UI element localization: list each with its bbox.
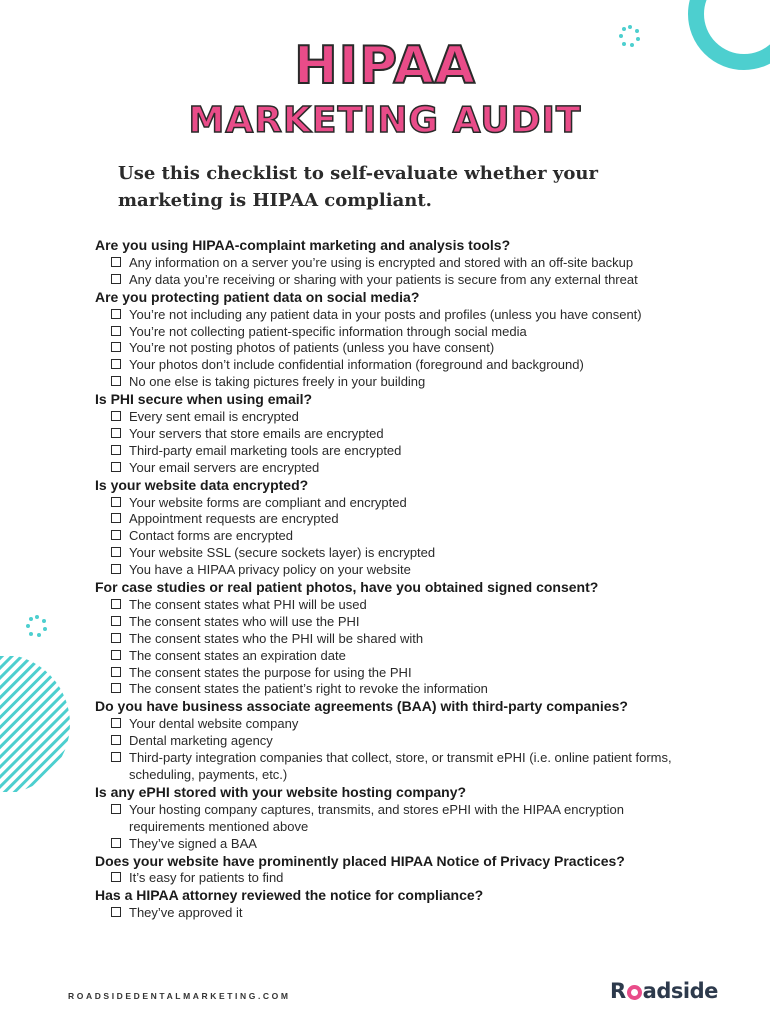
checklist-item [95,614,735,631]
checklist-item-label: They’ve approved it [129,905,243,921]
checkbox[interactable] [111,513,121,523]
checklist-item [95,357,735,374]
logo-o-icon [627,985,642,1000]
section-email [95,391,735,477]
checkbox[interactable] [111,547,121,557]
checkbox[interactable] [111,683,121,693]
checkbox[interactable] [111,445,121,455]
checklist-item-label: Your servers that store emails are encrypted [129,425,384,441]
section-question: Do you have business associate agreements (BAA) with third-party companies? [95,698,628,715]
section-question: Are you protecting patient data on social media? [95,288,420,305]
intro-text: Use this checklist to self-evaluate whether your marketing is HIPAA compliant. [118,163,598,211]
checkbox[interactable] [111,376,121,386]
checklist-item-label: Your hosting company captures, transmits, and stores ePHI with the HIPAA encryption requirements mentioned above [129,801,624,834]
checklist-item [95,255,735,272]
checklist-item [95,426,735,443]
checklist-item-label: Contact forms are encrypted [129,528,294,544]
section-question: Does your website have prominently placed HIPAA Notice of Privacy Practices? [95,852,625,869]
checklist-item-label: Every sent email is encrypted [129,409,299,425]
page-subtitle: MARKETING AUDIT [188,100,582,141]
checkbox[interactable] [111,462,121,472]
checklist-item [95,545,735,562]
checkbox[interactable] [111,411,121,421]
roadside-logo [610,979,718,1003]
checklist-item-label: Any data you’re receiving or sharing with your patients is secure from any external threat [129,271,638,287]
checklist-item [95,324,735,341]
checkbox[interactable] [111,530,121,540]
page-title: HIPAA [294,36,476,96]
checklist-item [95,443,735,460]
checklist-item [95,460,735,477]
checkbox[interactable] [111,838,121,848]
checklist-item-label: You’re not including any patient data in your posts and profiles (unless you have consent) [129,306,642,322]
checklist-item [95,716,735,733]
checkbox[interactable] [111,257,121,267]
checkbox[interactable] [111,564,121,574]
checklist-item [95,631,735,648]
section-website-data [95,477,735,579]
checkbox[interactable] [111,752,121,762]
dot-ring-icon [25,614,49,638]
checklist-item [95,870,735,887]
checklist-item-label: The consent states who the PHI will be shared with [129,630,424,646]
checklist-item [95,597,735,614]
checklist-item [95,562,735,579]
checkbox[interactable] [111,633,121,643]
section-baa [95,698,735,784]
checkbox[interactable] [111,309,121,319]
checklist-item [95,750,689,784]
checkbox[interactable] [111,804,121,814]
checkbox[interactable] [111,359,121,369]
checkbox[interactable] [111,274,121,284]
checklist-item-label: Your photos don’t include confidential information (foreground and background) [129,357,584,373]
checkbox[interactable] [111,428,121,438]
checklist-item-label: The consent states the purpose for using the PHI [129,664,412,680]
checklist-item [95,528,735,545]
audit-checklist [95,237,735,922]
checklist-item-label: Your email servers are encrypted [129,459,320,475]
section-attorney [95,887,735,922]
checklist-item-label: No one else is taking pictures freely in your building [129,374,426,390]
checklist-item [95,802,699,836]
logo-letter-r: R [610,979,626,1003]
section-question: Is PHI secure when using email? [95,391,313,408]
section-privacy-notice [95,853,735,888]
checklist-item [95,733,735,750]
checklist-item-label: The consent states an expiration date [129,647,346,663]
section-tools [95,237,735,289]
section-question: For case studies or real patient photos, have you obtained signed consent? [95,579,599,596]
checklist-item-label: Third-party integration companies that collect, store, or transmit ePHI (i.e. online patient forms, scheduling, payments, etc.) [129,750,672,782]
checklist-item-label: Appointment requests are encrypted [129,511,339,527]
striped-semicircle-decoration [0,656,80,792]
checklist-item-label: They’ve signed a BAA [129,835,257,851]
checkbox[interactable] [111,872,121,882]
checklist-item [95,648,735,665]
section-question: Is your website data encrypted? [95,476,309,493]
checklist-item-label: You have a HIPAA privacy policy on your website [129,562,411,578]
checklist-item-label: Dental marketing agency [129,733,273,749]
checkbox[interactable] [111,599,121,609]
checklist-item [95,307,735,324]
checkbox[interactable] [111,907,121,917]
checklist-item [95,511,735,528]
section-question: Has a HIPAA attorney reviewed the notice for compliance? [95,887,484,904]
checklist-item-label: You’re not collecting patient-specific information through social media [129,323,527,339]
checklist-item-label: Your website SSL (secure sockets layer) is encrypted [129,545,436,561]
checkbox[interactable] [111,326,121,336]
checklist-item [95,681,735,698]
checklist-item [95,409,735,426]
section-question: Are you using HIPAA-complaint marketing and analysis tools? [95,237,511,253]
checklist-item [95,665,735,682]
checkbox[interactable] [111,616,121,626]
section-hosting [95,784,735,853]
logo-text: adside [642,979,718,1003]
section-question: Is any ePHI stored with your website hosting company? [95,783,467,800]
checklist-item-label: Your website forms are compliant and encrypted [129,494,407,510]
checklist-item-label: The consent states who will use the PHI [129,613,360,629]
checklist-item [95,374,735,391]
checkbox[interactable] [111,735,121,745]
checklist-item-label: It’s easy for patients to find [129,870,284,886]
checklist-item-label: The consent states what PHI will be used [129,596,367,612]
footer-url: ROADSIDEDENTALMARKETING.COM [68,991,291,1001]
checklist-item [95,836,735,853]
checklist-item-label: Your dental website company [129,716,299,732]
checklist-item-label: Any information on a server you’re using is encrypted and stored with an off-site backup [129,254,634,270]
checklist-item-label: Third-party email marketing tools are encrypted [129,442,402,458]
checklist-item-label: The consent states the patient’s right to revoke the information [129,681,488,697]
checkbox[interactable] [111,342,121,352]
checkbox[interactable] [111,650,121,660]
checklist-item-label: You’re not posting photos of patients (unless you have consent) [129,340,495,356]
section-social-media [95,289,735,391]
checklist-item [95,905,735,922]
checkbox[interactable] [111,667,121,677]
checklist-item [95,340,735,357]
checklist-item [95,495,735,512]
checkbox[interactable] [111,497,121,507]
checklist-item [95,272,735,289]
checkbox[interactable] [111,718,121,728]
section-consent [95,579,735,698]
